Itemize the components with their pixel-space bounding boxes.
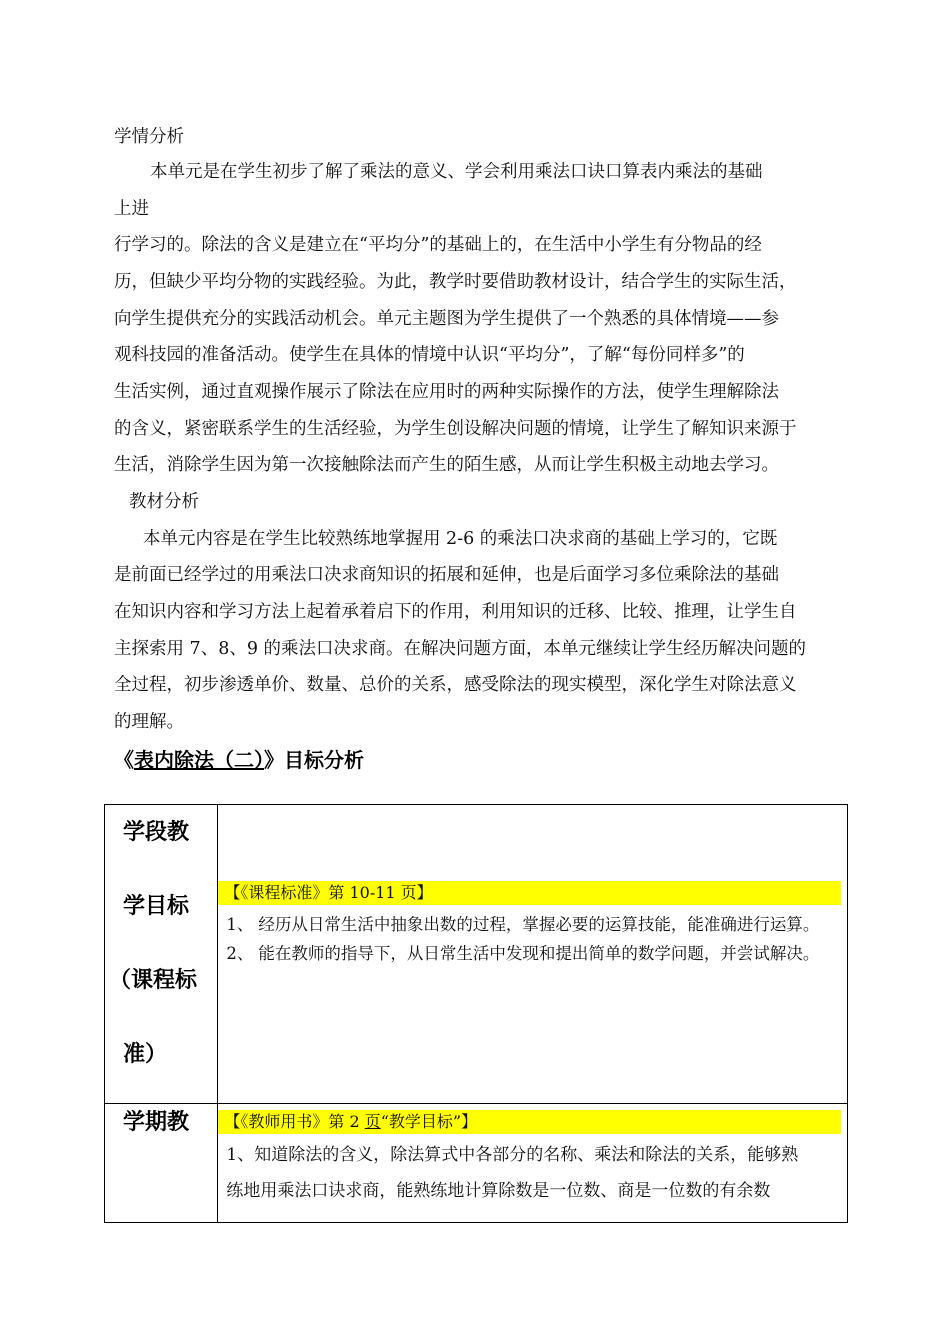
paragraph-line: 本单元内容是在学生比较熟练地掌握用 2-6 的乘法口决求商的基础上学习的，它既 <box>143 529 778 549</box>
heading-open-bracket: 《 <box>114 748 134 772</box>
row-label-line: 学目标 <box>123 894 190 919</box>
source-highlight-curriculum: 【《课程标准》第 10-11 页】 <box>218 881 841 905</box>
paragraph-line: 向学生提供充分的实践活动机会。单元主题图为学生提供了一个熟悉的具体情境——参 <box>114 309 779 329</box>
section-title-textbook-analysis: 教材分析 <box>129 492 199 512</box>
goal-item-text: 经历从日常生活中抽象出数的过程，掌握必要的运算技能，能准确进行运算。 <box>258 915 820 934</box>
row-label-line: 学段教 <box>123 820 190 845</box>
paragraph-line: 上进 <box>114 199 149 219</box>
table-row-semester-goals <box>105 1104 848 1223</box>
source-text: “教学目标”】 <box>380 1112 478 1131</box>
row-label-cell <box>105 1104 218 1223</box>
paragraph-line: 行学习的。除法的含义是建立在“平均分”的基础上的，在生活中小学生有分物品的经 <box>114 235 762 255</box>
paragraph-line: 的理解。 <box>114 712 184 732</box>
row-label-line: 学期教 <box>123 1110 190 1135</box>
paragraph-line: 全过程，初步渗透单价、数量、总价的关系，感受除法的现实模型，深化学生对除法意义 <box>114 675 797 695</box>
section-title-learning-analysis: 学情分析 <box>114 127 184 147</box>
row-content-cell <box>218 1104 848 1223</box>
row-label-line: （课程标 <box>109 968 198 993</box>
goal-item-number: 1、 <box>226 915 254 934</box>
goal-item <box>218 942 847 965</box>
source-page: 页 <box>364 1112 381 1131</box>
paragraph-line: 生活实例，通过直观操作展示了除法在应用时的两种实际操作的方法，使学生理解除法 <box>114 382 779 402</box>
paragraph-line: 本单元是在学生初步了解了乘法的意义、学会利用乘法口诀口算表内乘法的基础 <box>150 162 763 182</box>
paragraph-line: 在知识内容和学习方法上起着承着启下的作用，利用知识的迁移、比较、推理，让学生自 <box>114 602 797 622</box>
paragraph-line: 的含义，紧密联系学生的生活经验，为学生创设解决问题的情境，让学生了解知识来源于 <box>114 419 797 439</box>
goal-analysis-heading <box>114 744 364 773</box>
goal-item-text: 能在教师的指导下，从日常生活中发现和提出简单的数学问题，并尝试解决。 <box>258 944 820 963</box>
row-content-cell <box>218 805 848 1104</box>
row-label-cell <box>105 805 218 1104</box>
table-row-curriculum-goals <box>105 805 848 1104</box>
paragraph-line: 历，但缺少平均分物的实践经验。为此，教学时要借助教材设计，结合学生的实际生活， <box>114 272 797 292</box>
paragraph-line: 观科技园的准备活动。使学生在具体的情境中认识“平均分”，了解“每份同样多”的 <box>114 345 745 365</box>
goal-text-line: 1、知道除法的含义，除法算式中各部分的名称、乘法和除法的关系，能够熟 <box>226 1145 799 1165</box>
paragraph-line: 生活，消除学生因为第一次接触除法而产生的陌生感，从而让学生积极主动地去学习。 <box>114 455 779 475</box>
goal-text-line: 练地用乘法口诀求商，能熟练地计算除数是一位数、商是一位数的有余数 <box>226 1181 771 1201</box>
source-text: 【《教师用书》第 2 <box>224 1112 365 1131</box>
heading-close-text: 》目标分析 <box>264 748 364 772</box>
paragraph-line: 是前面已经学过的用乘法口决求商知识的拓展和延伸，也是后面学习多位乘除法的基础 <box>114 565 779 585</box>
goal-item <box>218 913 847 936</box>
row-label-line: 准） <box>123 1042 168 1067</box>
paragraph-line: 主探索用 7、8、9 的乘法口决求商。在解决问题方面，本单元继续让学生经历解决问题的 <box>114 639 807 659</box>
goal-table <box>104 804 848 1223</box>
goal-item-number: 2、 <box>226 944 254 963</box>
heading-underlined-title: 表内除法（二） <box>134 748 264 772</box>
source-highlight-teacher-book <box>218 1110 841 1134</box>
